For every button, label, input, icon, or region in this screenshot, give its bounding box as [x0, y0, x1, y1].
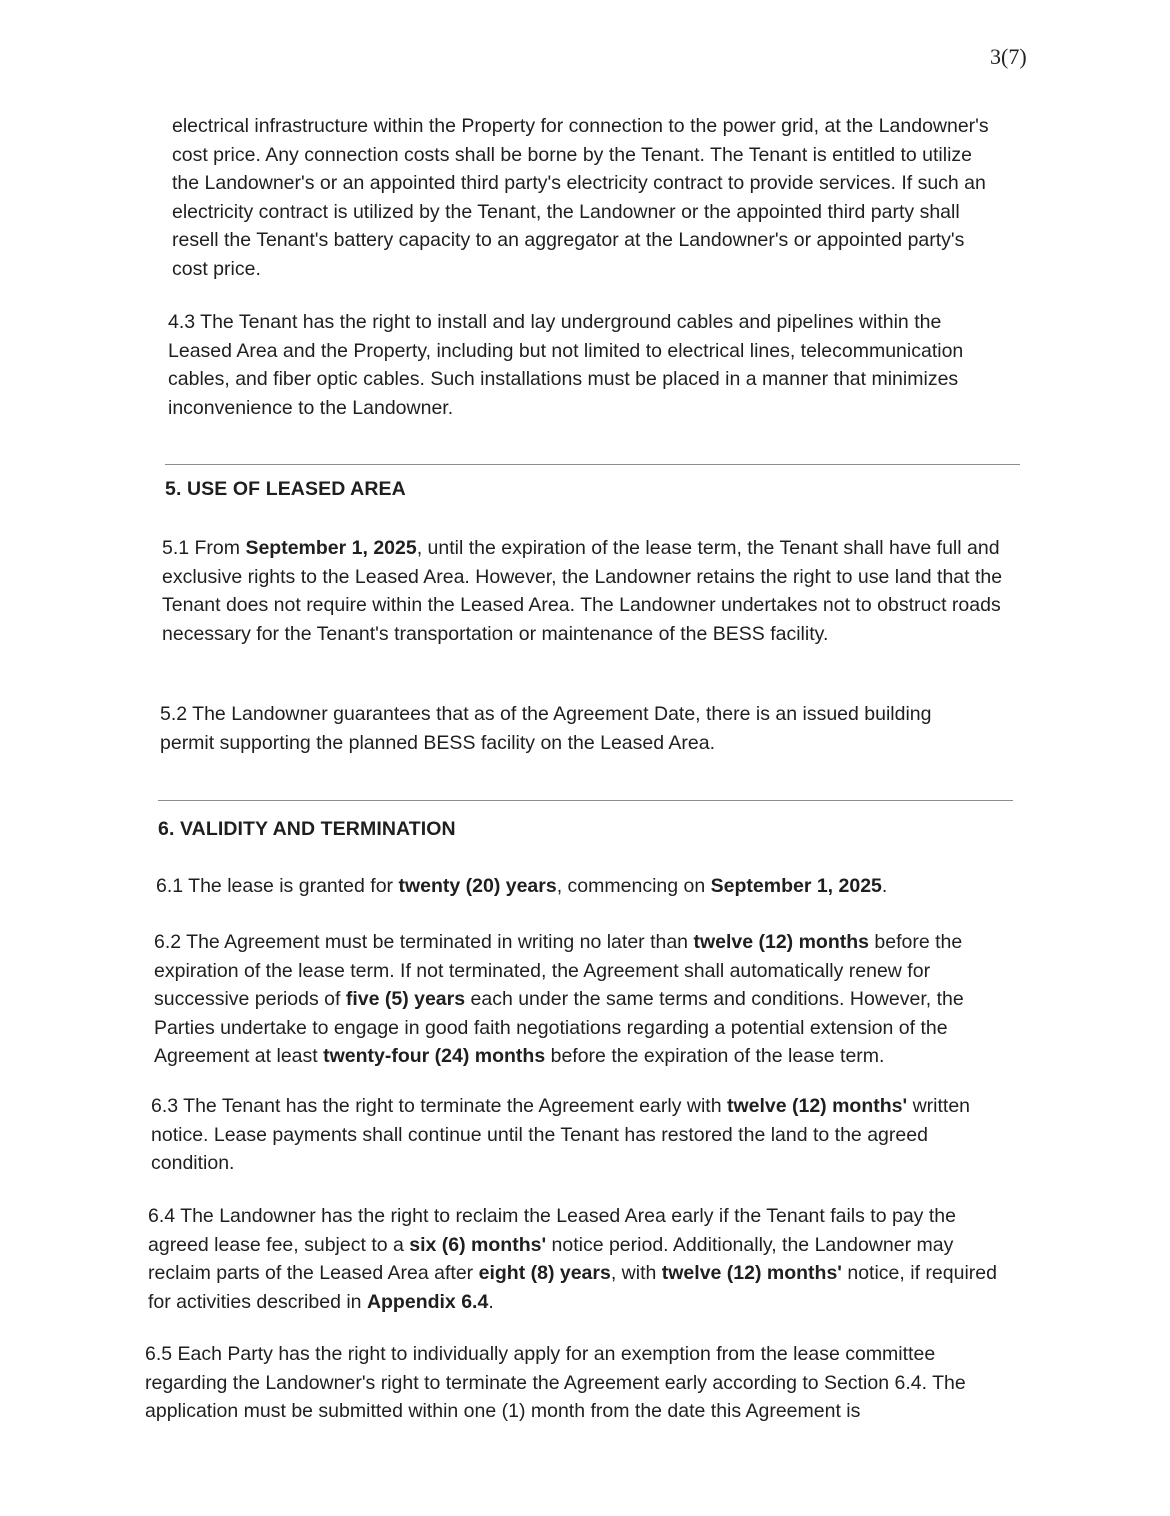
- clause-6-4-text: 6.4 The Landowner has the right to reclaim the Leased Area early if the Tenant fails to pay the agreed lease fee, subject to a: [148, 1205, 956, 1256]
- clause-6-3: [151, 1092, 997, 1178]
- clause-6-4: [148, 1202, 1000, 1316]
- clause-6-4-bold: Appendix 6.4: [366, 1290, 489, 1313]
- clause-6-2-bold: twelve (12) months: [693, 931, 869, 953]
- clause-6-4-text: , with: [610, 1262, 662, 1284]
- clause-6-2-text: 6.2 The Agreement must be terminated in writing no later than: [154, 931, 694, 953]
- section-5-heading: 5. USE OF LEASED AREA: [165, 478, 406, 500]
- section-divider: [158, 800, 1013, 801]
- clause-5-1-prefix: 5.1 From: [162, 537, 246, 559]
- clause-5-2: 5.2 The Landowner guarantees that as of the Agreement Date, there is an issued building permit supporting the planned BESS facility on the Leased Area.: [160, 703, 932, 754]
- clause-6-1-end: .: [881, 875, 888, 897]
- clause-6-3-bold: twelve (12) months': [726, 1095, 908, 1117]
- clause-4-3: 4.3 The Tenant has the right to install and lay underground cables and pipelines within the Leased Area and the Property, including but not limited to electrical lines, telecommunication cables, and fiber optic cables. Such installations must be placed in a manner that minimizes inconvenience to the Landowner.: [168, 311, 964, 419]
- section-divider: [165, 464, 1020, 465]
- clause-5-1: [162, 534, 1020, 648]
- clause-6-3-text: 6.3 The Tenant has the right to terminate the Agreement early with: [151, 1095, 727, 1117]
- clause-6-2: [154, 928, 1012, 1071]
- section-4-continuation: electrical infrastructure within the Property for connection to the power grid, at the Landowner's cost price. Any connection costs shall be borne by the Tenant. The Tenant is entitled to utilize the Landowner's or an appointed third party's electricity contract to provide services. If such an electricity contract is utilized by the Tenant, the Landowner or the appointed third party shall resell the Tenant's battery capacity to an aggregator at the Landowner's or appointed party's cost price.: [172, 115, 989, 280]
- clause-6-4-bold: twelve (12) months': [661, 1262, 842, 1284]
- clause-6-4-text: notice, if required for activities described in: [148, 1262, 997, 1313]
- clause-6-4-bold: eight (8) years: [478, 1262, 611, 1284]
- clause-5-1-date: September 1, 2025: [245, 537, 417, 559]
- clause-6-1-prefix: 6.1 The lease is granted for: [156, 875, 399, 897]
- clause-6-4-bold: six (6) months': [409, 1233, 547, 1256]
- clause-6-1-middle: , commencing on: [556, 875, 711, 897]
- clause-6-4-text: .: [488, 1290, 494, 1313]
- clause-6-2-text: before the expiration of the lease term.: [545, 1045, 885, 1067]
- clause-6-4-text: notice period. Additionally, the Landowner may reclaim parts of the Leased Area after: [148, 1233, 954, 1284]
- section-6-heading: 6. VALIDITY AND TERMINATION: [158, 818, 456, 840]
- clause-6-1-term: twenty (20) years: [398, 875, 557, 897]
- clause-6-2-text: before the expiration of the lease term. If not terminated, the Agreement shall automatically renew for successive periods of: [154, 931, 963, 1010]
- clause-6-2-bold: five (5) years: [345, 988, 466, 1010]
- clause-6-3-text: written notice. Lease payments shall continue until the Tenant has restored the land to the agreed condition.: [151, 1095, 971, 1174]
- clause-6-5: 6.5 Each Party has the right to individually apply for an exemption from the lease committee regarding the Landowner's right to terminate the Agreement early according to Section 6.4. The application must be submitted within one (1) month from the date this Agreement is: [145, 1343, 966, 1422]
- clause-6-2-text: each under the same terms and conditions. However, the Parties undertake to engage in good faith negotiations regarding a potential extension of the Agreement at least: [154, 988, 964, 1067]
- clause-5-1-rest: , until the expiration of the lease term, the Tenant shall have full and exclusive rights to the Leased Area. However, the Landowner retains the right to use land that the Tenant does not require within the Leased Area. The Landowner undertakes not to obstruct roads necessary for the Tenant's transportation or maintenance of the BESS facility.: [162, 537, 1003, 645]
- page-number: 3(7): [990, 44, 1027, 69]
- clause-6-2-bold: twenty-four (24) months: [323, 1045, 546, 1067]
- clause-6-1: [156, 872, 1016, 901]
- clause-6-1-date: September 1, 2025: [710, 875, 882, 897]
